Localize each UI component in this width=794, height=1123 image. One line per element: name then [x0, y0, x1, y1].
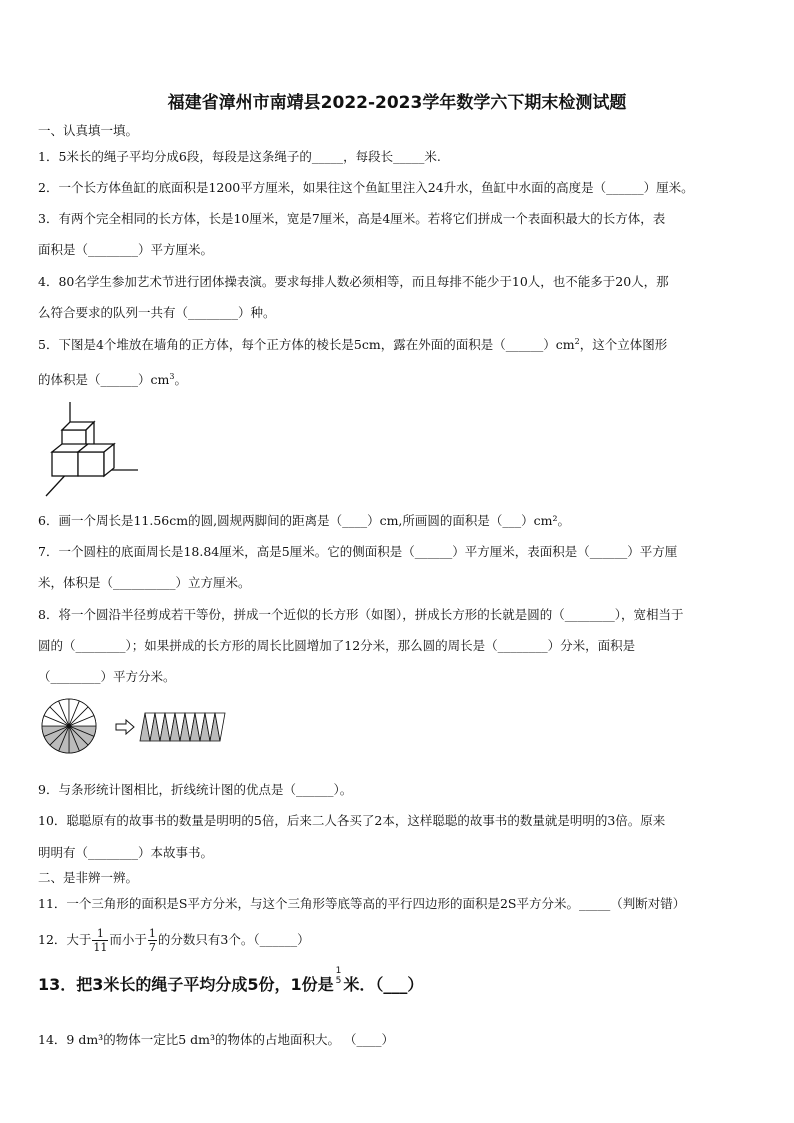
- right-arrow-icon: [116, 720, 134, 734]
- q12-f1-denominator: 11: [93, 941, 108, 954]
- q5-cm2-exp: 2: [574, 336, 580, 346]
- question-8-line-2: 圆的（________）；如果拼成的长方形的周长比圆增加了12分米，那么圆的周长是（________）分米，面积是: [38, 638, 636, 653]
- q13-text-b: 米．（___）: [343, 975, 424, 994]
- question-2: 2．一个长方体鱼缸的底面积是1200平方厘米，如果往这个鱼缸里注入24升水，鱼缸中水面的高度是（______）厘米。: [38, 180, 694, 195]
- question-4-line-2: 么符合要求的队列一共有（________）种。: [38, 305, 276, 320]
- question-12: [38, 927, 310, 954]
- q5-text-a: 5．下图是4个堆放在墙角的正方体，每个正方体的棱长是: [38, 337, 354, 352]
- q12-fraction-2: [148, 927, 157, 954]
- q12-text-c: 的分数只有3个。（______）: [157, 932, 310, 947]
- question-10-line-2: 明明有（________）本故事书。: [38, 845, 214, 860]
- question-8-line-1: 8．将一个圆沿半径剪成若干等份，拼成一个近似的长方形（如图），拼成长方形的长就是圆的（________），宽相当于: [38, 607, 684, 622]
- question-3-line-1: 3．有两个完全相同的长方体，长是10厘米，宽是7厘米，高是4厘米。若将它们拼成一个表面积最大的长方体，表: [38, 211, 666, 226]
- q5-cm2: cm: [555, 337, 575, 352]
- q12-f2-numerator: 1: [148, 927, 156, 940]
- circle-sectors: [42, 699, 96, 753]
- q5-unit: 5cm: [353, 337, 381, 352]
- q5-text-b: ，露在外面的面积是（______）: [380, 337, 556, 352]
- q5-text-c: ，这个立体图形: [579, 337, 668, 352]
- q12-text-a: 12．大于: [38, 932, 92, 947]
- q12-fraction-1: [92, 927, 108, 954]
- question-14: 14．9 dm³的物体一定比5 dm³的物体的占地面积大。 （____）: [38, 1032, 394, 1047]
- q13-f-numerator: 1: [335, 965, 342, 976]
- question-5-line-2: [38, 370, 187, 388]
- cube-bottom-right-front: [78, 452, 104, 476]
- question-1: 1．5米长的绳子平均分成6段，每段是这条绳子的_____，每段长_____米.: [38, 149, 441, 164]
- q12-f2-denominator: 7: [148, 941, 156, 954]
- q12-text-b: 而小于: [109, 932, 147, 947]
- q5-cm3-exp: 3: [169, 371, 175, 381]
- q13-fraction: [335, 966, 343, 986]
- question-8-line-3: （________）平方分米。: [38, 669, 176, 684]
- question-7-line-1: 7．一个圆柱的底面周长是18.84厘米，高是5厘米。它的侧面积是（______）平方厘米，表面积是（______）平方厘: [38, 544, 678, 559]
- question-13: [38, 965, 424, 996]
- question-4-line-1: 4．80名学生参加艺术节进行团体操表演。要求每排人数必须相等，而且每排不能少于10人，也不能多于20人，那: [38, 274, 669, 289]
- q5-text-d: 的体积是（______）: [38, 372, 151, 387]
- question-9: 9．与条形统计图相比，折线统计图的优点是（______）。: [38, 782, 353, 797]
- q13-f-denominator: 5: [335, 975, 342, 986]
- stacked-cubes-figure: [38, 400, 148, 500]
- rectangle-strip: [140, 713, 225, 741]
- question-6: 6．画一个周长是11.56cm的圆,圆规两脚间的距离是（____）cm,所画圆的面积是（___）cm²。: [38, 513, 571, 528]
- cube-bottom-left-front: [52, 452, 78, 476]
- section-heading-1: 一、认真填一填。: [38, 123, 139, 138]
- q12-f1-numerator: 1: [92, 927, 108, 941]
- question-7-line-2: 米，体积是（__________）立方厘米。: [38, 575, 251, 590]
- q13-text-a: 13．把3米长的绳子平均分成5份，1份是: [38, 975, 334, 994]
- q5-text-e: 。: [174, 372, 187, 387]
- question-11: 11．一个三角形的面积是S平方分米，与这个三角形等底等高的平行四边形的面积是2S平方分米。_____（判断对错）: [38, 896, 686, 911]
- q5-cm3: cm: [150, 372, 170, 387]
- section-heading-2: 二、是非辨一辨。: [38, 870, 139, 885]
- page-title: 福建省漳州市南靖县2022-2023学年数学六下期末检测试题: [167, 93, 627, 113]
- question-3-line-2: 面积是（________）平方厘米。: [38, 242, 214, 257]
- question-5-line-1: [38, 335, 667, 353]
- circle-to-rectangle-figure: [40, 697, 230, 757]
- question-10-line-1: 10．聪聪原有的故事书的数量是明明的5倍，后来二人各买了2本，这样聪聪的故事书的数量就是明明的3倍。原来: [38, 813, 666, 828]
